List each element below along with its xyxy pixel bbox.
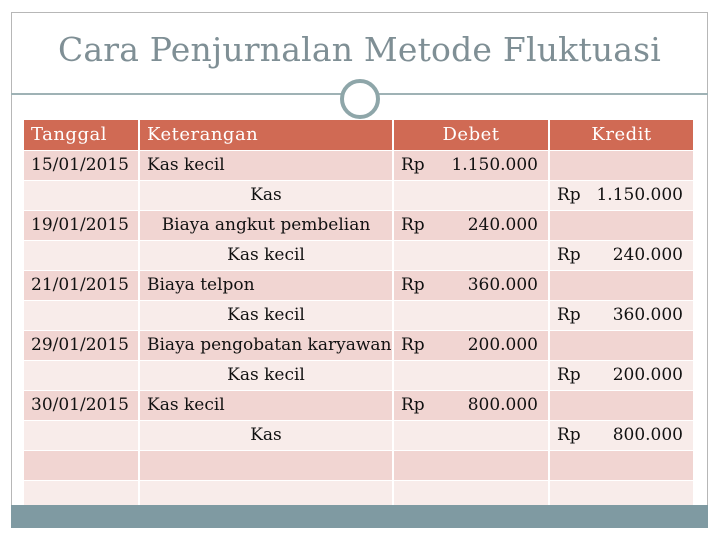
kredit-currency: Rp xyxy=(557,185,581,205)
cell-tanggal xyxy=(24,360,139,390)
cell-kredit xyxy=(549,150,693,180)
divider-circle-ornament xyxy=(340,79,380,119)
cell-tanggal: 19/01/2015 xyxy=(24,210,139,240)
cell-tanggal xyxy=(24,240,139,270)
slide-title: Cara Penjurnalan Metode Fluktuasi xyxy=(57,30,662,69)
kredit-amount: 200.000 xyxy=(612,365,683,385)
cell-kredit xyxy=(549,330,693,360)
cell-kredit xyxy=(549,240,693,270)
debet-currency: Rp xyxy=(401,275,425,295)
header-kredit: Kredit xyxy=(549,120,693,150)
cell-debet xyxy=(393,360,549,390)
debet-amount: 200.000 xyxy=(467,335,538,355)
kredit-amount: 240.000 xyxy=(612,245,683,265)
kredit-currency: Rp xyxy=(557,305,581,325)
cell-tanggal xyxy=(24,300,139,330)
cell-kredit xyxy=(549,300,693,330)
table-row xyxy=(24,330,693,360)
cell-keterangan: Kas xyxy=(139,420,393,450)
journal-table xyxy=(24,120,693,511)
cell-kredit xyxy=(549,210,693,240)
debet-amount: 800.000 xyxy=(467,395,538,415)
cell-kredit xyxy=(549,360,693,390)
cell-kredit xyxy=(549,180,693,210)
cell-debet xyxy=(393,420,549,450)
debet-currency: Rp xyxy=(401,395,425,415)
table-row xyxy=(24,450,693,480)
table-row xyxy=(24,210,693,240)
cell-kredit xyxy=(549,450,693,480)
table-row xyxy=(24,420,693,450)
cell-tanggal: 15/01/2015 xyxy=(24,150,139,180)
cell-kredit xyxy=(549,270,693,300)
cell-debet xyxy=(393,330,549,360)
cell-kredit xyxy=(549,420,693,450)
cell-keterangan: Kas kecil xyxy=(139,360,393,390)
kredit-currency: Rp xyxy=(557,365,581,385)
cell-keterangan: Biaya telpon xyxy=(139,270,393,300)
debet-amount: 240.000 xyxy=(467,215,538,235)
table-row xyxy=(24,270,693,300)
debet-currency: Rp xyxy=(401,155,425,175)
cell-keterangan xyxy=(139,450,393,480)
debet-currency: Rp xyxy=(401,335,425,355)
cell-tanggal: 29/01/2015 xyxy=(24,330,139,360)
cell-debet xyxy=(393,450,549,480)
table-header-row xyxy=(24,120,693,150)
cell-debet xyxy=(393,300,549,330)
kredit-currency: Rp xyxy=(557,425,581,445)
cell-debet xyxy=(393,270,549,300)
cell-tanggal xyxy=(24,450,139,480)
table-body xyxy=(24,150,693,510)
cell-debet xyxy=(393,210,549,240)
header-keterangan: Keterangan xyxy=(139,120,393,150)
table-row xyxy=(24,150,693,180)
table-row xyxy=(24,180,693,210)
cell-keterangan: Kas kecil xyxy=(139,300,393,330)
kredit-amount: 800.000 xyxy=(612,425,683,445)
debet-currency: Rp xyxy=(401,215,425,235)
header-debet: Debet xyxy=(393,120,549,150)
debet-amount: 360.000 xyxy=(467,275,538,295)
cell-keterangan: Kas kecil xyxy=(139,150,393,180)
kredit-currency: Rp xyxy=(557,245,581,265)
cell-tanggal: 21/01/2015 xyxy=(24,270,139,300)
table-row xyxy=(24,240,693,270)
cell-tanggal xyxy=(24,180,139,210)
cell-keterangan: Kas kecil xyxy=(139,240,393,270)
cell-keterangan: Biaya pengobatan karyawan xyxy=(139,330,393,360)
cell-keterangan: Kas kecil xyxy=(139,390,393,420)
cell-debet xyxy=(393,240,549,270)
kredit-amount: 360.000 xyxy=(612,305,683,325)
cell-tanggal: 30/01/2015 xyxy=(24,390,139,420)
cell-debet xyxy=(393,180,549,210)
table-row xyxy=(24,300,693,330)
cell-kredit xyxy=(549,390,693,420)
table-row xyxy=(24,360,693,390)
kredit-amount: 1.150.000 xyxy=(596,185,683,205)
footer-band xyxy=(11,505,708,528)
debet-amount: 1.150.000 xyxy=(451,155,538,175)
cell-tanggal xyxy=(24,420,139,450)
header-tanggal: Tanggal xyxy=(24,120,139,150)
cell-debet xyxy=(393,390,549,420)
cell-keterangan: Biaya angkut pembelian xyxy=(139,210,393,240)
table-row xyxy=(24,390,693,420)
cell-keterangan: Kas xyxy=(139,180,393,210)
cell-debet xyxy=(393,150,549,180)
